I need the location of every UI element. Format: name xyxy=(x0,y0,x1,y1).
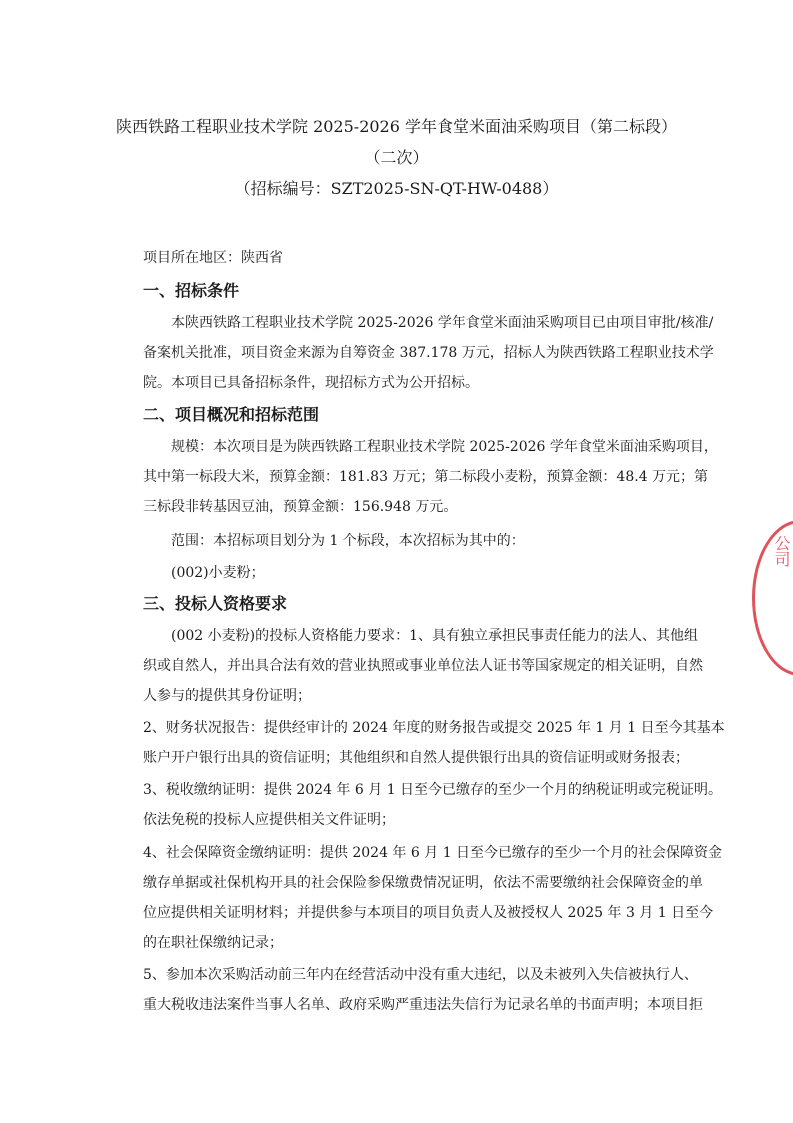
section-heading-bidder-qualifications: 三、投标人资格要求 xyxy=(143,594,288,613)
paragraph-line: 规模：本次项目是为陕西铁路工程职业技术学院 2025-2026 学年食堂米面油采购项目， xyxy=(171,439,718,455)
paragraph-line: 人参与的提供其身份证明； xyxy=(143,688,311,704)
paragraph-line: 2、财务状况报告：提供经审计的 2024 年度的财务报告或提交 2025 年 1 月 1 日至今其基本 xyxy=(143,720,725,736)
paragraph-line: 院。本项目已具备招标条件，现招标方式为公开招标。 xyxy=(143,375,479,391)
paragraph-line: 账户开户银行出具的资信证明；其他组织和自然人提供银行出具的资信证明或财务报表； xyxy=(143,750,689,766)
paragraph-line: 三标段非转基因豆油，预算金额：156.948 万元。 xyxy=(143,499,458,515)
project-region: 项目所在地区：陕西省 xyxy=(143,250,283,266)
document-title-suffix: （二次） xyxy=(364,148,429,167)
tender-number: （招标编号：SZT2025-SN-QT-HW-0488） xyxy=(234,179,559,198)
paragraph-line: 4、社会保障资金缴纳证明：提供 2024 年 6 月 1 日至今已缴存的至少一个月的社会保障资金 xyxy=(143,845,723,861)
paragraph-line: 5、参加本次采购活动前三年内在经营活动中没有重大违纪，以及未被列入失信被执行人、 xyxy=(143,967,698,983)
paragraph-line: 依法免税的投标人应提供相关文件证明； xyxy=(143,812,395,828)
section-heading-tender-conditions: 一、招标条件 xyxy=(143,281,240,300)
lot-item: (002)小麦粉； xyxy=(171,565,265,581)
paragraph-line: 重大税收违法案件当事人名单、政府采购严重违法失信行为记录名单的书面声明；本项目拒 xyxy=(143,997,703,1013)
paragraph-line: 本陕西铁路工程职业技术学院 2025-2026 学年食堂米面油采购项目已由项目审批/核准/ xyxy=(171,315,714,331)
paragraph-line: 织或自然人，并出具合法有效的营业执照或事业单位法人证书等国家规定的相关证明，自然 xyxy=(143,658,703,674)
paragraph-line: 3、税收缴纳证明：提供 2024 年 6 月 1 日至今已缴存的至少一个月的纳税证明或完税证明。 xyxy=(143,782,723,798)
paragraph-line: 其中第一标段大米，预算金额：181.83 万元；第二标段小麦粉，预算金额：48.4 万元；第 xyxy=(143,469,709,485)
section-heading-project-overview: 二、项目概况和招标范围 xyxy=(143,405,320,424)
paragraph-line: 的在职社保缴纳记录； xyxy=(143,935,283,951)
official-seal-text: 公司 xyxy=(772,535,791,567)
paragraph-line: (002 小麦粉)的投标人资格能力要求：1、具有独立承担民事责任能力的法人、其他组 xyxy=(171,628,699,644)
paragraph-line: 范围：本招标项目划分为 1 个标段，本次招标为其中的： xyxy=(171,533,525,549)
document-title: 陕西铁路工程职业技术学院 2025-2026 学年食堂米面油采购项目（第二标段） xyxy=(115,117,678,136)
paragraph-line: 位应提供相关证明材料；并提供参与本项目的项目负责人及被授权人 2025 年 3 月 1 日至今 xyxy=(143,905,714,921)
paragraph-line: 缴存单据或社保机构开具的社会保险参保缴费情况证明，依法不需要缴纳社会保障资金的单 xyxy=(143,875,703,891)
paragraph-line: 备案机关批准，项目资金来源为自筹资金 387.178 万元，招标人为陕西铁路工程职业技术学 xyxy=(143,345,714,361)
